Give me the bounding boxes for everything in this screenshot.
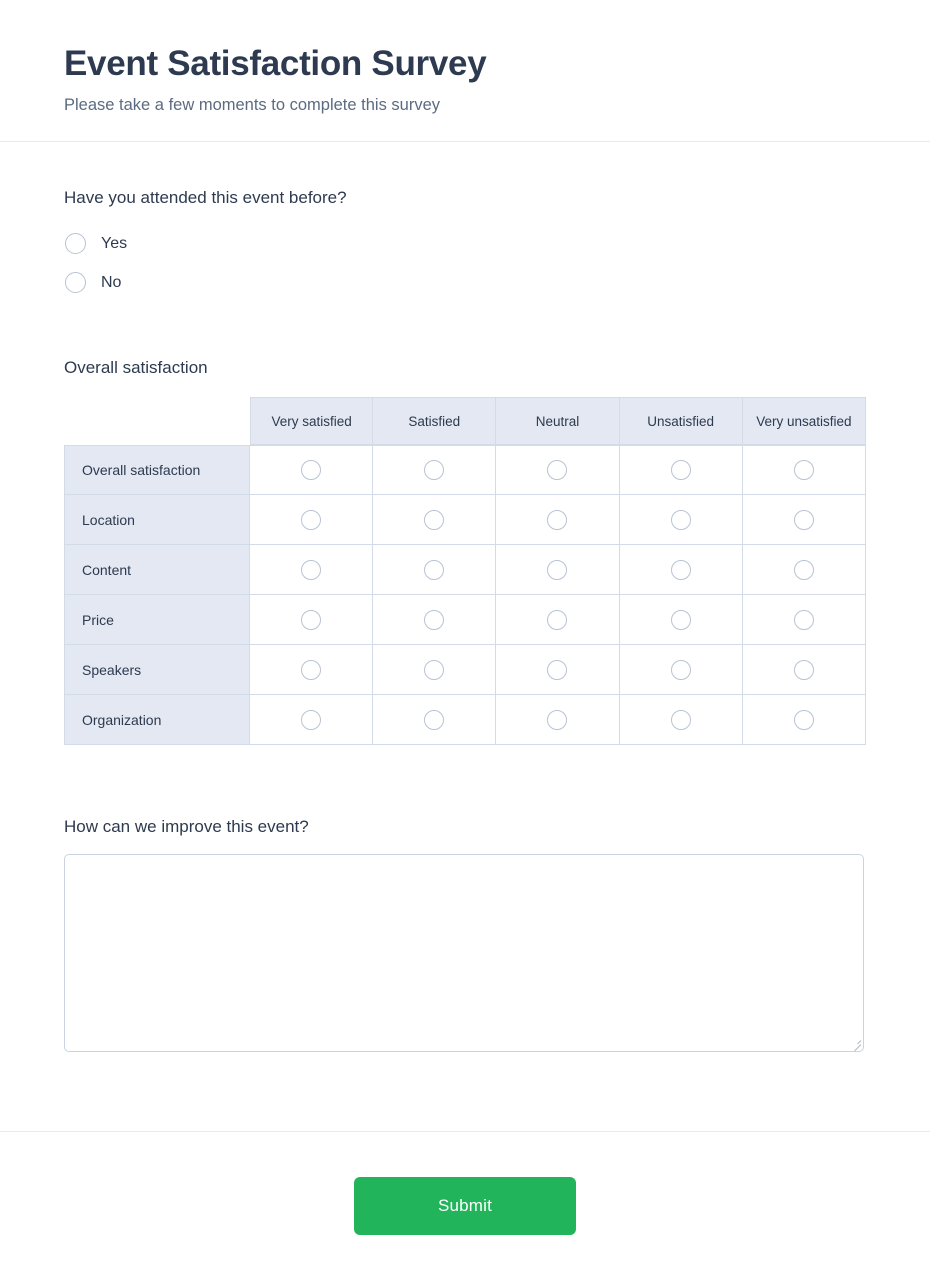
matrix-column-header: Very unsatisfied: [743, 397, 866, 445]
radio-circle-icon[interactable]: [301, 610, 321, 630]
matrix-radio-cell[interactable]: [743, 695, 866, 745]
matrix-radio-cell[interactable]: [743, 545, 866, 595]
radio-circle-icon[interactable]: [671, 660, 691, 680]
radio-circle-icon[interactable]: [547, 610, 567, 630]
matrix-radio-cell[interactable]: [496, 445, 619, 495]
matrix-radio-cell[interactable]: [620, 495, 743, 545]
radio-circle-icon[interactable]: [424, 560, 444, 580]
matrix-radio-cell[interactable]: [496, 595, 619, 645]
matrix-row: [64, 545, 866, 595]
matrix-radio-cell[interactable]: [620, 695, 743, 745]
radio-circle-icon[interactable]: [671, 460, 691, 480]
matrix-column-header: Very satisfied: [250, 397, 373, 445]
radio-option-no[interactable]: [64, 263, 866, 302]
improve-textarea[interactable]: [64, 854, 864, 1052]
question-improve: [64, 817, 866, 1052]
radio-circle-icon[interactable]: [301, 710, 321, 730]
radio-circle-icon[interactable]: [794, 710, 814, 730]
radio-circle-icon[interactable]: [424, 660, 444, 680]
matrix-radio-cell[interactable]: [373, 695, 496, 745]
radio-circle-icon[interactable]: [65, 233, 86, 254]
submit-button[interactable]: Submit: [354, 1177, 576, 1235]
matrix-column-header: Satisfied: [373, 397, 496, 445]
matrix-row: [64, 695, 866, 745]
matrix-radio-cell[interactable]: [620, 545, 743, 595]
matrix-row-label: Content: [64, 545, 250, 595]
question-attended: [64, 188, 866, 302]
radio-circle-icon[interactable]: [301, 560, 321, 580]
matrix-radio-cell[interactable]: [250, 595, 373, 645]
page-subtitle: Please take a few moments to complete this survey: [64, 96, 441, 115]
matrix-row-label: Organization: [64, 695, 250, 745]
matrix-radio-cell[interactable]: [496, 545, 619, 595]
matrix-body: [64, 445, 866, 745]
radio-circle-icon[interactable]: [424, 710, 444, 730]
matrix-radio-cell[interactable]: [373, 545, 496, 595]
radio-circle-icon[interactable]: [671, 510, 691, 530]
matrix-corner-cell: [64, 397, 250, 445]
matrix-radio-cell[interactable]: [620, 595, 743, 645]
satisfaction-matrix-table: [64, 397, 866, 745]
matrix-radio-cell[interactable]: [743, 445, 866, 495]
matrix-radio-cell[interactable]: [250, 495, 373, 545]
radio-circle-icon[interactable]: [301, 460, 321, 480]
matrix-radio-cell[interactable]: [250, 645, 373, 695]
improve-input-wrap: [64, 854, 866, 1052]
radio-circle-icon[interactable]: [671, 710, 691, 730]
radio-circle-icon[interactable]: [794, 610, 814, 630]
matrix-column-header: Neutral: [496, 397, 619, 445]
matrix-radio-cell[interactable]: [250, 545, 373, 595]
matrix-radio-cell[interactable]: [743, 595, 866, 645]
matrix-radio-cell[interactable]: [620, 645, 743, 695]
matrix-column-header: Unsatisfied: [620, 397, 743, 445]
matrix-radio-cell[interactable]: [743, 645, 866, 695]
survey-body: [0, 142, 930, 1052]
matrix-row-label: Location: [64, 495, 250, 545]
radio-circle-icon[interactable]: [424, 510, 444, 530]
page-footer: [0, 1132, 930, 1280]
matrix-radio-cell[interactable]: [496, 495, 619, 545]
matrix-radio-cell[interactable]: [496, 645, 619, 695]
question-satisfaction-matrix: [64, 358, 866, 745]
page-header: [0, 0, 930, 141]
radio-circle-icon[interactable]: [65, 272, 86, 293]
matrix-radio-cell[interactable]: [373, 445, 496, 495]
radio-circle-icon[interactable]: [301, 660, 321, 680]
matrix-radio-cell[interactable]: [373, 495, 496, 545]
matrix-row-label: Overall satisfaction: [64, 445, 250, 495]
radio-option-label: No: [101, 273, 122, 291]
matrix-row: [64, 595, 866, 645]
radio-circle-icon[interactable]: [794, 660, 814, 680]
attended-options: [64, 224, 866, 302]
matrix-row: [64, 495, 866, 545]
matrix-radio-cell[interactable]: [250, 445, 373, 495]
matrix-row: [64, 445, 866, 495]
radio-circle-icon[interactable]: [671, 610, 691, 630]
matrix-row-label: Price: [64, 595, 250, 645]
radio-circle-icon[interactable]: [547, 560, 567, 580]
matrix-radio-cell[interactable]: [496, 695, 619, 745]
question-improve-label: How can we improve this event?: [64, 817, 309, 837]
radio-circle-icon[interactable]: [301, 510, 321, 530]
matrix-header-row: [64, 397, 866, 445]
radio-circle-icon[interactable]: [671, 560, 691, 580]
matrix-radio-cell[interactable]: [373, 645, 496, 695]
radio-circle-icon[interactable]: [794, 560, 814, 580]
matrix-radio-cell[interactable]: [620, 445, 743, 495]
matrix-head: [64, 397, 866, 445]
matrix-row-label: Speakers: [64, 645, 250, 695]
radio-circle-icon[interactable]: [794, 460, 814, 480]
radio-circle-icon[interactable]: [424, 610, 444, 630]
radio-option-yes[interactable]: [64, 224, 866, 263]
question-matrix-label: Overall satisfaction: [64, 358, 208, 378]
page-title: Event Satisfaction Survey: [64, 44, 487, 83]
matrix-row: [64, 645, 866, 695]
radio-circle-icon[interactable]: [424, 460, 444, 480]
radio-circle-icon[interactable]: [547, 660, 567, 680]
radio-circle-icon[interactable]: [547, 460, 567, 480]
radio-circle-icon[interactable]: [547, 510, 567, 530]
radio-circle-icon[interactable]: [547, 710, 567, 730]
question-attended-label: Have you attended this event before?: [64, 188, 347, 208]
radio-circle-icon[interactable]: [794, 510, 814, 530]
matrix-radio-cell[interactable]: [743, 495, 866, 545]
matrix-radio-cell[interactable]: [250, 695, 373, 745]
radio-option-label: Yes: [101, 234, 128, 252]
matrix-radio-cell[interactable]: [373, 595, 496, 645]
